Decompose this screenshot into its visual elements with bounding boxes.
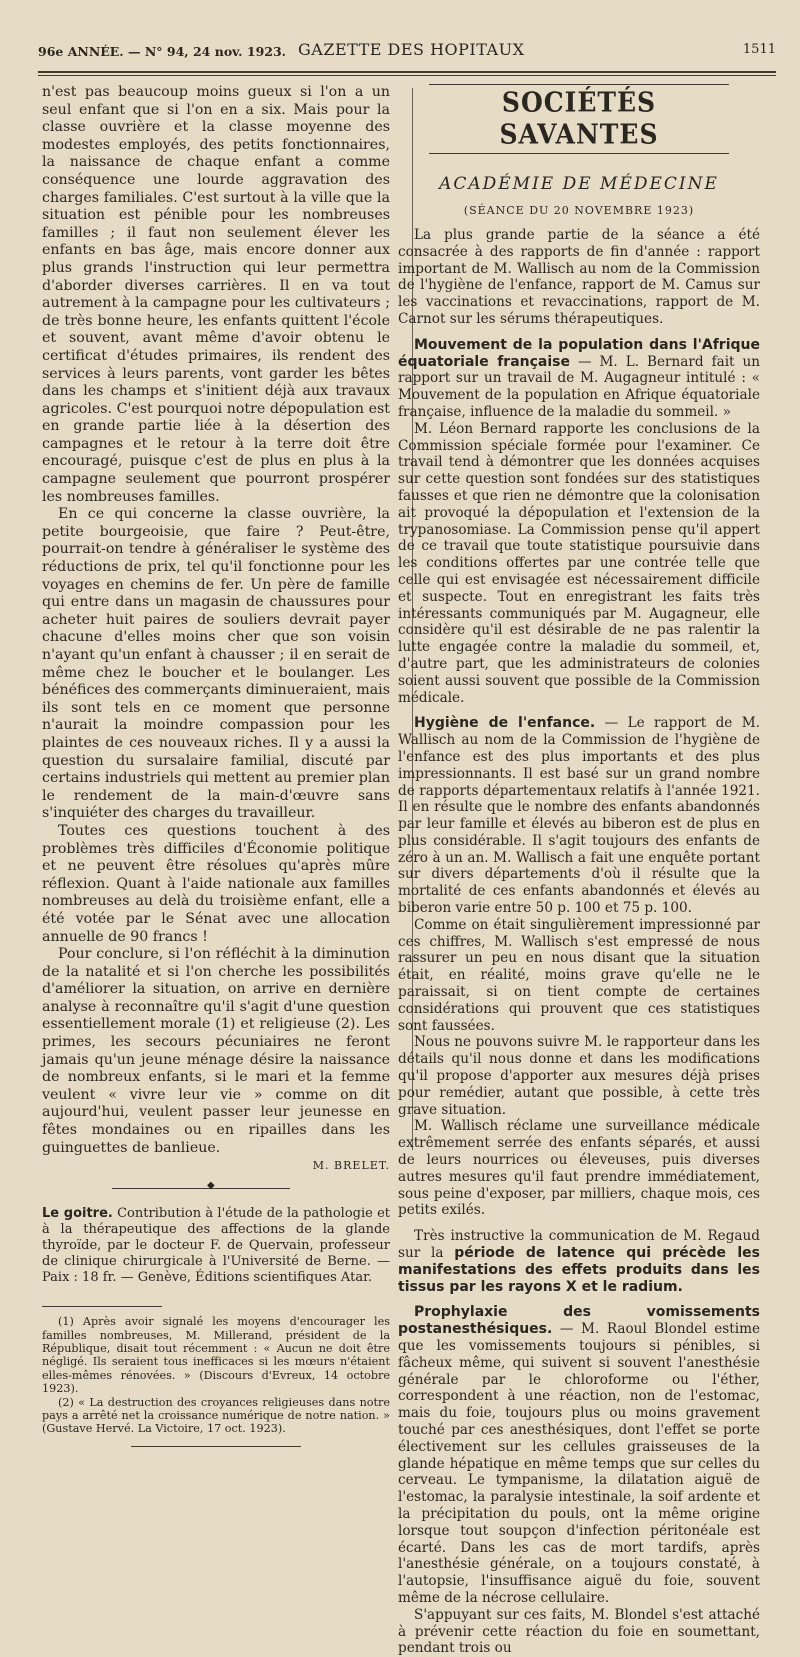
paragraph: Prophylaxie des vomissements postanesthésiques. — M. Raoul Blondel estime que les vomissements toujours si pénibles, si fâcheux même, qui suivent si souvent l'anesthésie générale par le chloroforme ou l'éther, correspondent à une réaction, non de l'estomac, mais du foie, toujours plus ou moins gravement touché par ces anesthésiques, dont l'effet se porte électivement sur les cellules graisseuses de la glande hépatique en même temps que sur celles du cerveau. Le tympanisme, la dilatation aiguë de l'estomac, la paralysie intestinale, la soif ardente et la précipitation du pouls, ont la même origine lorsque tout soupçon d'infection péritonéale est écarté. Dans les cas de mort tardifs, après l'anesthésie générale, on a toujours constaté, à l'autopsie, l'insuffisance aiguë du foie, souvent même de la nécrose cellulaire.: [398, 1304, 760, 1606]
page-number: 1511: [742, 42, 776, 57]
academy-title: ACADÉMIE DE MÉDECINE: [439, 174, 719, 194]
subheading: Mouvement de la population dans l'Afrique équatoriale française: [398, 336, 760, 370]
header-rule: [38, 71, 776, 73]
session-date: (SÉANCE DU 20 NOVEMBRE 1923): [463, 204, 695, 217]
paragraph: Mouvement de la population dans l'Afrique équatoriale française — M. L. Bernard fait un rapport sur un travail de M. Augagneur intitulé : « Mouvement de la population en Afrique équatoriale française, influence de la maladie du sommeil. »: [398, 336, 760, 420]
page-header: [38, 36, 776, 76]
paragraph: Très instructive la communication de M. Regaud sur la période de latence qui précède les manifestations des effets produits dans les tissus par les rayons X et le radium.: [398, 1228, 760, 1295]
footnote: (1) Après avoir signalé les moyens d'encourager les familles nombreuses, M. Millerand, président de la République, disait tout récemment : « Aucun ne doit être négligé. Ils seraient tous inefficaces si les mœurs n'étaient elles-mêmes rénovées. » (Discours d'Evreux, 14 octobre 1923).: [42, 1315, 390, 1396]
paragraph: Hygiène de l'enfance. — Le rapport de M. Wallisch au nom de la Commission de l'hygiène de l'enfance est des plus importants et des plus impressionnants. Il est basé sur un grand nombre de rapports départementaux relatifs à l'année 1921. Il en résulte que le nombre des enfants abandonnés par leur famille et élevés au biberon est de plus en plus considérable. Il s'agit toujours des enfants de zéro à un an. M. Wallisch a fait une enquête portant sur divers départements d'où il résulte que la mortalité de ces enfants abandonnés et élevés au biberon varie entre 50 p. 100 et 75 p. 100.: [398, 715, 760, 917]
left-column: [42, 84, 390, 1436]
section-header: [429, 84, 729, 154]
book-review: [42, 1206, 390, 1286]
subheading: Prophylaxie des vomissements postanesthésiques.: [398, 1304, 760, 1338]
review-title: Le goitre.: [42, 1206, 113, 1222]
issue-info: 96e ANNÉE. — N° 94, 24 nov. 1923.: [38, 44, 287, 59]
ornament-divider: [42, 1182, 390, 1194]
right-column: [398, 84, 760, 1657]
subheading: Hygiène de l'enfance.: [414, 715, 596, 732]
intro-paragraph: La plus grande partie de la séance a été consacrée à des rapports de fin d'année : rapport important de M. Wallisch au nom de la Commission de l'hygiène de l'enfance, rapport de M. Camus sur les vaccinations et revaccinations, rapport de M. Carnot sur les sérums thérapeutiques.: [398, 227, 760, 327]
paragraph: En ce qui concerne la classe ouvrière, la petite bourgeoisie, que faire ? Peut-être, pourrait-on tendre à généraliser le système des réductions de prix, tel qu'il fonctionne pour les voyages en chemins de fer. Un père de famille qui entre dans un magasin de chaussures pour acheter huit paires de souliers devrait payer chacune d'elles moins cher que son voisin n'ayant qu'un enfant à chausser ; il en serait de même chez le boucher et le boulanger. Les bénéfices des commerçants diminueraient, mais ils sont tels en ce moment que personne n'aurait la moindre compassion pour les plaintes de ces nouveaux riches. Il y a aussi la question du sursalaire familial, discuté par certains industriels qui mettent au premier plan le rendement de la main-d'œuvre sans s'inquiéter des charges du travailleur.: [42, 506, 390, 822]
paragraph: Nous ne pouvons suivre M. le rapporteur dans les détails qu'il nous donne et dans les modifications qu'il propose d'apporter aux mesures déjà prises pour remédier, autant que possible, à cette très grave situation.: [398, 1034, 760, 1118]
journal-title: GAZETTE DES HOPITAUX: [298, 40, 525, 59]
section-title: SOCIÉTÉS SAVANTES: [499, 86, 659, 150]
footnote-rule: [42, 1306, 162, 1307]
paragraph: Toutes ces questions touchent à des problèmes très difficiles d'Économie politique et ne peuvent être résolues qu'après mûre réflexion. Quant à l'aide nationale aux familles nombreuses au delà du troisième enfant, elle a été votée par le Sénat avec une allocation annuelle de 90 francs !: [42, 822, 390, 945]
paragraph: Pour conclure, si l'on réfléchit à la diminution de la natalité et si l'on cherche les possibilités d'améliorer la situation, on arrive en dernière analyse à reconnaître qu'il s'agit d'une question essentiellement morale (1) et religieuse (2). Les primes, les secours pécuniaires ne feront jamais qu'un jeune ménage désire la naissance de nombreux enfants, si le mari et la femme veulent « vivre leur vie » comme on dit aujourd'hui, veulent passer leur jeunesse en fêtes mondaines ou en ripailles dans les guinguettes de banlieue.: [42, 946, 390, 1156]
footnote: (2) « La destruction des croyances religieuses dans notre pays a arrêté net la croissance numérique de notre nation. » (Gustave Hervé. La Victoire, 17 oct. 1923).: [42, 1395, 390, 1436]
header-rule-thin: [38, 75, 776, 76]
paragraph: S'appuyant sur ces faits, M. Blondel s'est attaché à prévenir cette réaction du foie en soumettant, pendant trois ou: [398, 1606, 760, 1657]
paragraph: M. Léon Bernard rapporte les conclusions de la Commission spéciale formée pour l'examiner. Ce travail tend à démontrer que les données acquises sur cette question sont fondées sur des statistiques fausses et que rien ne démontre que la colonisation ait provoqué la dépopulation et l'extension de la trypanosomiase. La Commission pense qu'il appert de ce travail que toute statistique poursuivie dans les conditions offertes par une contrée telle que celle qui est envisagée est nécessairement difficile et suspecte. Tout en enregistrant les faits très intéressants communiqués par M. Augagneur, elle considère qu'il est désirable de ne pas ralentir la lutte engagée contre la maladie du sommeil, et, d'autre part, que les administrateurs de colonies soient aussi souvent que possible de la Commission médicale.: [398, 420, 760, 706]
author-signature: M. BRELET.: [312, 1159, 390, 1173]
end-rule: [131, 1446, 301, 1447]
paragraph: M. Wallisch réclame une surveillance médicale extrêmement serrée des enfants séparés, et aussi de leurs nourrices ou éleveuses, puis diverses autres mesures qu'il faut prendre immédiatement, sous peine d'exposer, par milliers, chaque mois, ces petits exilés.: [398, 1118, 760, 1219]
paragraph: n'est pas beaucoup moins gueux si l'on a un seul enfant que si l'on en a six. Mais pour la classe ouvrière et la classe moyenne des modestes employés, des petits fonctionnaires, la naissance de chaque enfant a comme conséquence une lourde aggravation des charges familiales. C'est surtout à la ville que la situation est pénible pour les nombreuses familles ; il faut non seulement élever les enfants en bas âge, mais encore donner aux plus grands l'instruction qui leur permettra d'aborder diverses carrières. Il en va tout autrement à la campagne pour les cultivateurs ; de très bonne heure, les enfants quittent l'école et souvent, avant même d'avoir obtenu le certificat d'études primaires, ils rendent des services à leurs parents, vont garder les bêtes dans les champs et s'initient déjà aux travaux agricoles. C'est pourquoi notre dépopulation est en grande partie liée à la désertion des campagnes et le retour à la terre doit être encouragé, puisque c'est de plus en plus à la campagne seulement que pourront prospérer les nombreuses familles.: [42, 84, 390, 505]
paragraph: Comme on était singulièrement impressionné par ces chiffres, M. Wallisch s'est empressé de nous rassurer un peu en nous disant que la situation était, en réalité, moins grave qu'elle ne le paraissait, si on tient compte de certaines considérations qui prouvent que ces statistiques sont faussées.: [398, 916, 760, 1034]
review-text: Contribution à l'étude de la pathologie et à la thérapeutique des affections de la glande thyroïde, par le docteur F. de Quervain, professeur de clinique chirurgicale à l'Université de Berne. — Paix : 18 fr. — Genève, Éditions scientifiques Atar.: [42, 1206, 390, 1286]
subheading: période de latence qui précède les manifestations des effets produits dans les tissus par les rayons X et le radium.: [398, 1245, 760, 1295]
